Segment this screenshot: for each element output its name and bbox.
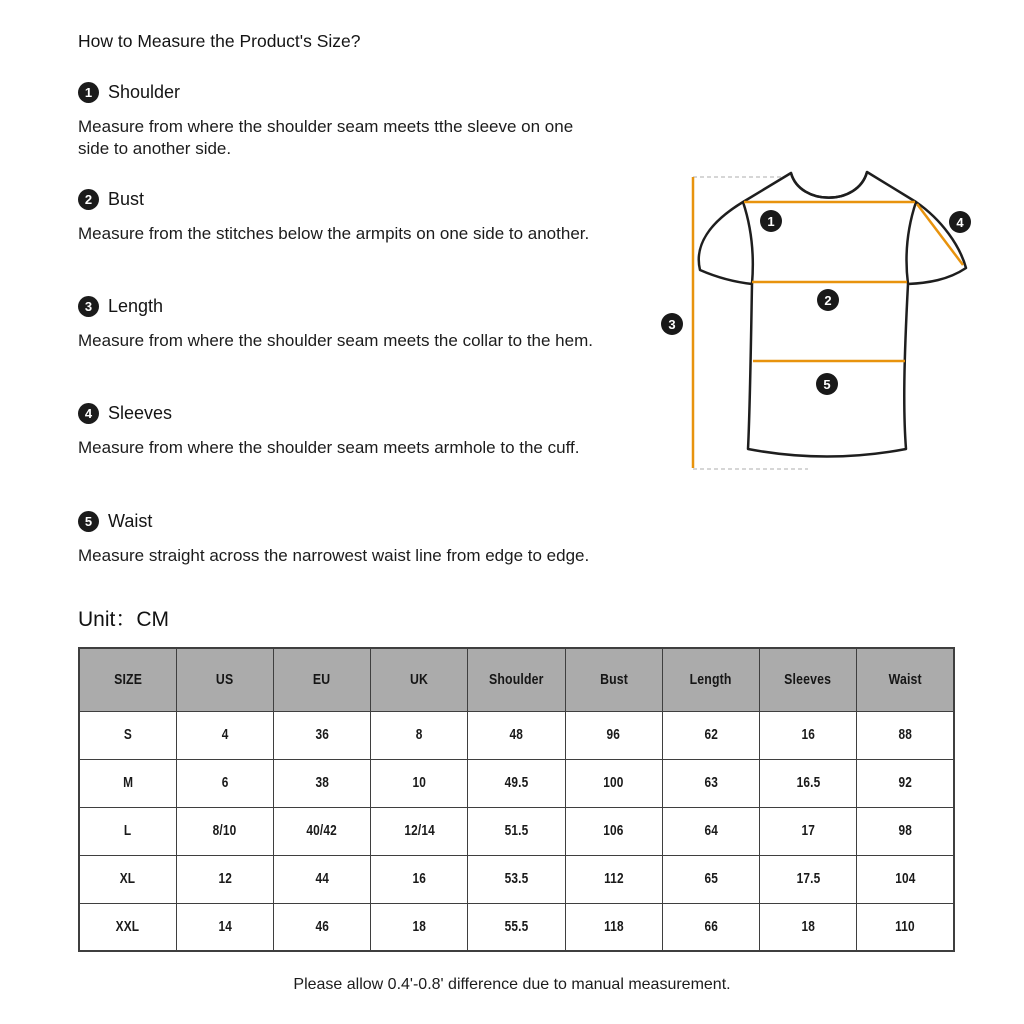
table-cell: 110	[857, 903, 954, 951]
measurement-description: Measure straight across the narrowest waist line from edge to edge.	[78, 546, 590, 565]
measurement-label: Waist	[108, 510, 153, 531]
table-cell: 12/14	[371, 807, 468, 855]
table-cell: M	[79, 759, 176, 807]
table-cell: 46	[273, 903, 370, 951]
table-cell: L	[79, 807, 176, 855]
table-cell: 118	[565, 903, 662, 951]
instruction-heading	[78, 401, 603, 425]
measurement-label: Bust	[108, 188, 145, 209]
marker-2	[817, 289, 839, 311]
measurement-description: Measure from where the shoulder seam meets armhole to the cuff.	[78, 438, 580, 457]
size-table-head-row	[79, 648, 954, 711]
size-table-body	[79, 711, 954, 951]
measurement-disclaimer: Please allow 0.4'-0.8' difference due to manual measurement.	[293, 976, 731, 993]
marker-5-number: 5	[823, 377, 831, 392]
table-cell: 112	[565, 855, 662, 903]
table-cell: 18	[371, 903, 468, 951]
marker-5	[816, 373, 838, 395]
table-cell: 4	[176, 711, 273, 759]
instruction-heading	[78, 80, 603, 104]
marker-1	[760, 210, 782, 232]
tshirt-diagram-svg	[650, 160, 1024, 490]
table-row	[79, 903, 954, 951]
table-cell: 53.5	[468, 855, 565, 903]
table-cell: S	[79, 711, 176, 759]
step-5-badge: 5	[78, 511, 99, 532]
size-table	[78, 647, 955, 952]
measurement-label: Sleeves	[108, 402, 173, 423]
table-cell: 18	[760, 903, 857, 951]
step-4-badge: 4	[78, 403, 99, 424]
table-cell: XL	[79, 855, 176, 903]
measurement-description: Measure from where the shoulder seam meets tthe sleeve on one side to another side.	[78, 117, 574, 158]
table-cell: 66	[662, 903, 759, 951]
table-cell: 12	[176, 855, 273, 903]
table-cell: 8/10	[176, 807, 273, 855]
table-cell: 51.5	[468, 807, 565, 855]
step-2-badge: 2	[78, 189, 99, 210]
table-cell: XXL	[79, 903, 176, 951]
table-cell: 106	[565, 807, 662, 855]
table-cell: 8	[371, 711, 468, 759]
step-3-badge: 3	[78, 296, 99, 317]
column-header: EU	[273, 648, 370, 711]
table-cell: 14	[176, 903, 273, 951]
step-1-badge: 1	[78, 82, 99, 103]
table-cell: 64	[662, 807, 759, 855]
instruction-heading	[78, 294, 603, 318]
table-cell: 17.5	[760, 855, 857, 903]
table-cell: 16.5	[760, 759, 857, 807]
marker-2-number: 2	[824, 293, 832, 308]
table-cell: 16	[760, 711, 857, 759]
table-row	[79, 855, 954, 903]
instruction-bust	[78, 187, 603, 245]
marker-3-number: 3	[668, 317, 676, 332]
table-cell: 62	[662, 711, 759, 759]
column-header: US	[176, 648, 273, 711]
measurement-description: Measure from where the shoulder seam meets the collar to the hem.	[78, 331, 593, 350]
column-header: Length	[662, 648, 759, 711]
column-header: SIZE	[79, 648, 176, 711]
table-cell: 55.5	[468, 903, 565, 951]
table-cell: 88	[857, 711, 954, 759]
marker-4-number: 4	[956, 215, 964, 230]
column-header: Shoulder	[468, 648, 565, 711]
column-header: Bust	[565, 648, 662, 711]
marker-4	[949, 211, 971, 233]
marker-1-number: 1	[767, 214, 775, 229]
table-cell: 38	[273, 759, 370, 807]
table-cell: 92	[857, 759, 954, 807]
table-cell: 104	[857, 855, 954, 903]
size-table-head	[79, 648, 954, 711]
measurement-label: Shoulder	[108, 81, 181, 102]
table-cell: 63	[662, 759, 759, 807]
page-title: How to Measure the Product's Size?	[78, 31, 361, 51]
measurement-label: Length	[108, 295, 164, 316]
instruction-heading	[78, 187, 603, 211]
table-cell: 48	[468, 711, 565, 759]
table-cell: 6	[176, 759, 273, 807]
table-cell: 40/42	[273, 807, 370, 855]
table-cell: 96	[565, 711, 662, 759]
column-header: UK	[371, 648, 468, 711]
table-cell: 100	[565, 759, 662, 807]
unit-label: Unit：CM	[78, 608, 170, 631]
tshirt-measurement-diagram	[650, 160, 1024, 490]
column-header: Waist	[857, 648, 954, 711]
table-cell: 44	[273, 855, 370, 903]
table-cell: 98	[857, 807, 954, 855]
instruction-length	[78, 294, 603, 352]
instruction-sleeves	[78, 401, 603, 459]
table-cell: 16	[371, 855, 468, 903]
table-cell: 10	[371, 759, 468, 807]
table-cell: 49.5	[468, 759, 565, 807]
instruction-waist	[78, 509, 603, 567]
instruction-heading	[78, 509, 603, 533]
measurement-description: Measure from the stitches below the armpits on one side to another.	[78, 224, 590, 243]
table-row	[79, 807, 954, 855]
table-row	[79, 759, 954, 807]
table-cell: 17	[760, 807, 857, 855]
column-header: Sleeves	[760, 648, 857, 711]
table-row	[79, 711, 954, 759]
table-cell: 65	[662, 855, 759, 903]
table-cell: 36	[273, 711, 370, 759]
marker-3	[661, 313, 683, 335]
instruction-shoulder	[78, 80, 603, 160]
